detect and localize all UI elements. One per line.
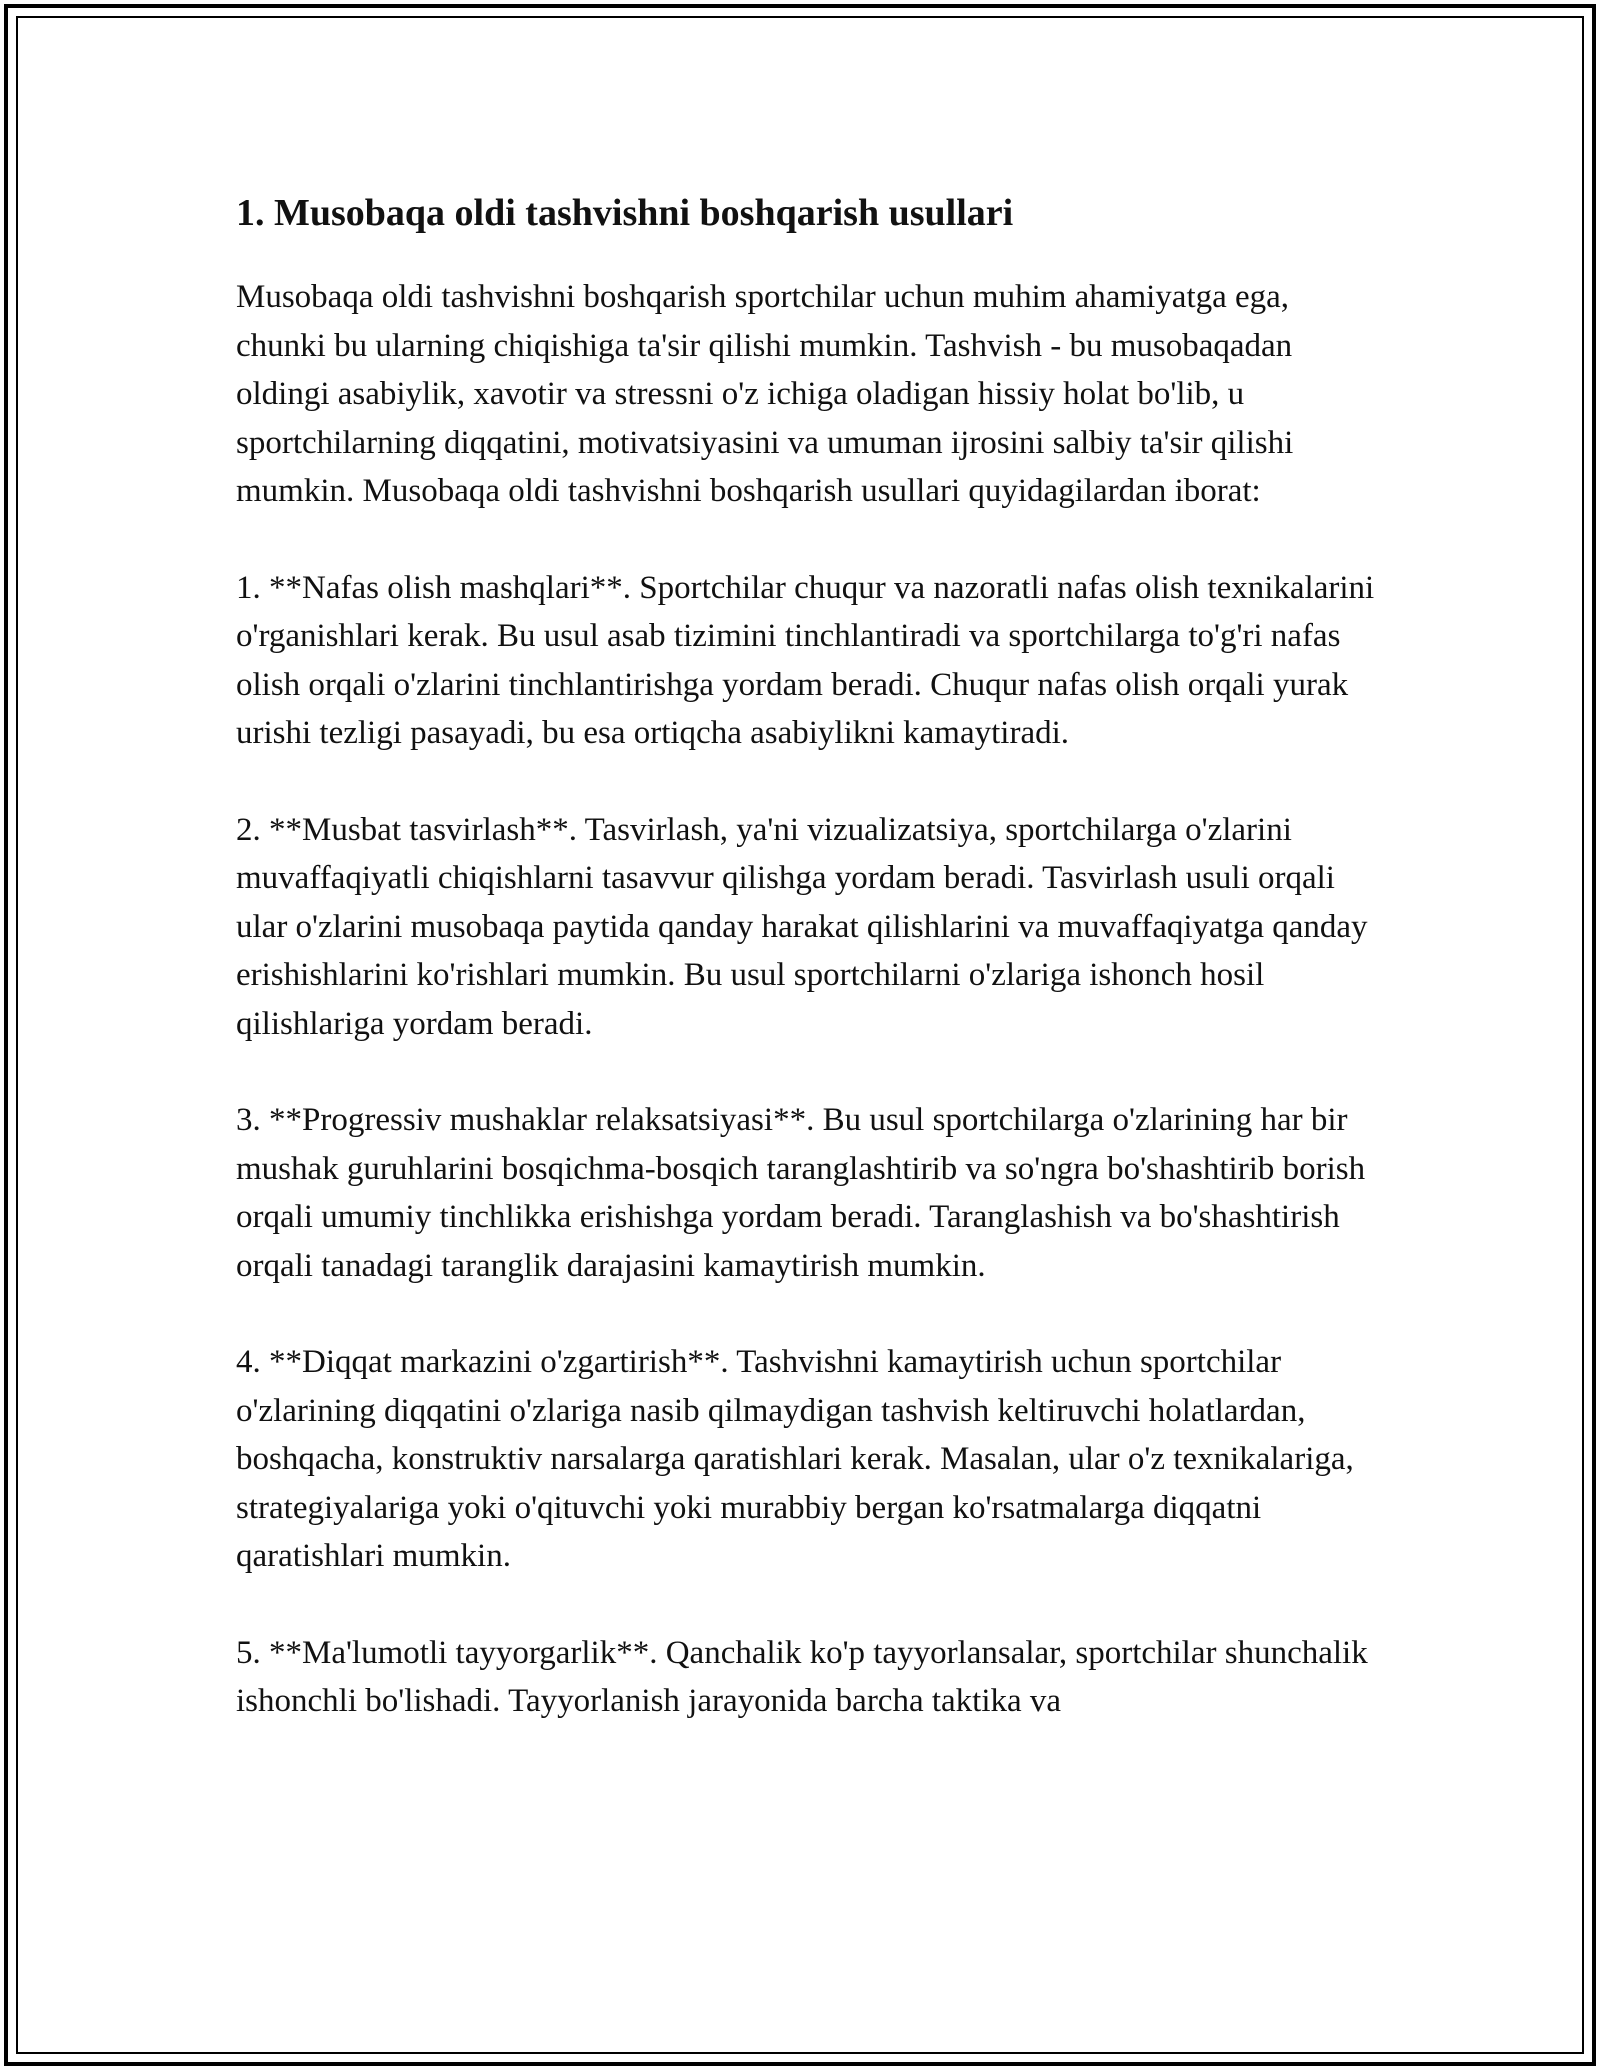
intro-paragraph: Musobaqa oldi tashvishni boshqarish sportchilar uchun muhim ahamiyatga ega, chunki bu ularning chiqishiga ta'sir qilishi mumkin. Tashvish - bu musobaqadan oldingi asabiylik, xavotir va stressni o'z ichiga oladigan hissiy holat bo'lib, u sportchilarning diqqatini, motivatsiyasini va umuman ijrosini salbiy ta'sir qilishi mumkin. Musobaqa oldi tashvishni boshqarish usullari quyidagilardan iborat: — [236, 279, 1302, 509]
document-page — [236, 183, 1386, 1774]
list-item-informed-preparation: 5. **Ma'lumotli tayyorgarlik**. Qanchalik ko'p tayyorlansalar, sportchilar shunchalik ishonchli bo'lishadi. Tayyorlanish jarayonida barcha taktika va — [236, 1634, 1376, 1719]
list-item-attention-shift: 4. **Diqqat markazini o'zgartirish**. Tashvishni kamaytirish uchun sportchilar o'zlarining diqqatini o'zlariga nasib qilmaydigan tashvish keltiruvchi holatlardan, boshqacha, konstruktiv narsalarga qaratishlari kerak. Masalan, ular o'z texnikalariga, strategiyalariga yoki o'qituvchi yoki murabbiy bergan ko'rsatmalarga diqqatni qaratishlari mumkin. — [236, 1344, 1363, 1574]
list-item-progressive-muscle-relaxation: 3. **Progressiv mushaklar relaksatsiyasi**. Bu usul sportchilarga o'zlarining har bir mushak guruhlarini bosqichma-bosqich taranglashtirib va so'ngra bo'shashtirib borish orqali umumiy tinchlikka erishishga yordam beradi. Taranglashish va bo'shashtirish orqali tanadagi taranglik darajasini kamaytirish mumkin. — [236, 1102, 1374, 1284]
list-item-breathing-exercises: 1. **Nafas olish mashqlari**. Sportchilar chuqur va nazoratli nafas olish texnikalarini o'rganishlari kerak. Bu usul asab tizimini tinchlantiradi va sportchilarga to'g'ri nafas olish orqali o'zlarini tinchlantirishga yordam beradi. Chuqur nafas olish orqali yurak urishi tezligi pasayadi, bu esa ortiqcha asabiylikni kamaytiradi. — [236, 569, 1383, 751]
section-heading: 1. Musobaqa oldi tashvishni boshqarish usullari — [236, 192, 1014, 234]
list-item-positive-visualization: 2. **Musbat tasvirlash**. Tasvirlash, ya'ni vizualizatsiya, sportchilarga o'zlarini muvaffaqiyatli chiqishlarni tasavvur qilishga yordam beradi. Tasvirlash usuli orqali ular o'zlarini musobaqa paytida qanday harakat qilishlarini va muvaffaqiyatga qanday erishishlarini ko'rishlari mumkin. Bu usul sportchilarni o'zlariga ishonch hosil qilishlariga yordam beradi. — [236, 811, 1376, 1042]
